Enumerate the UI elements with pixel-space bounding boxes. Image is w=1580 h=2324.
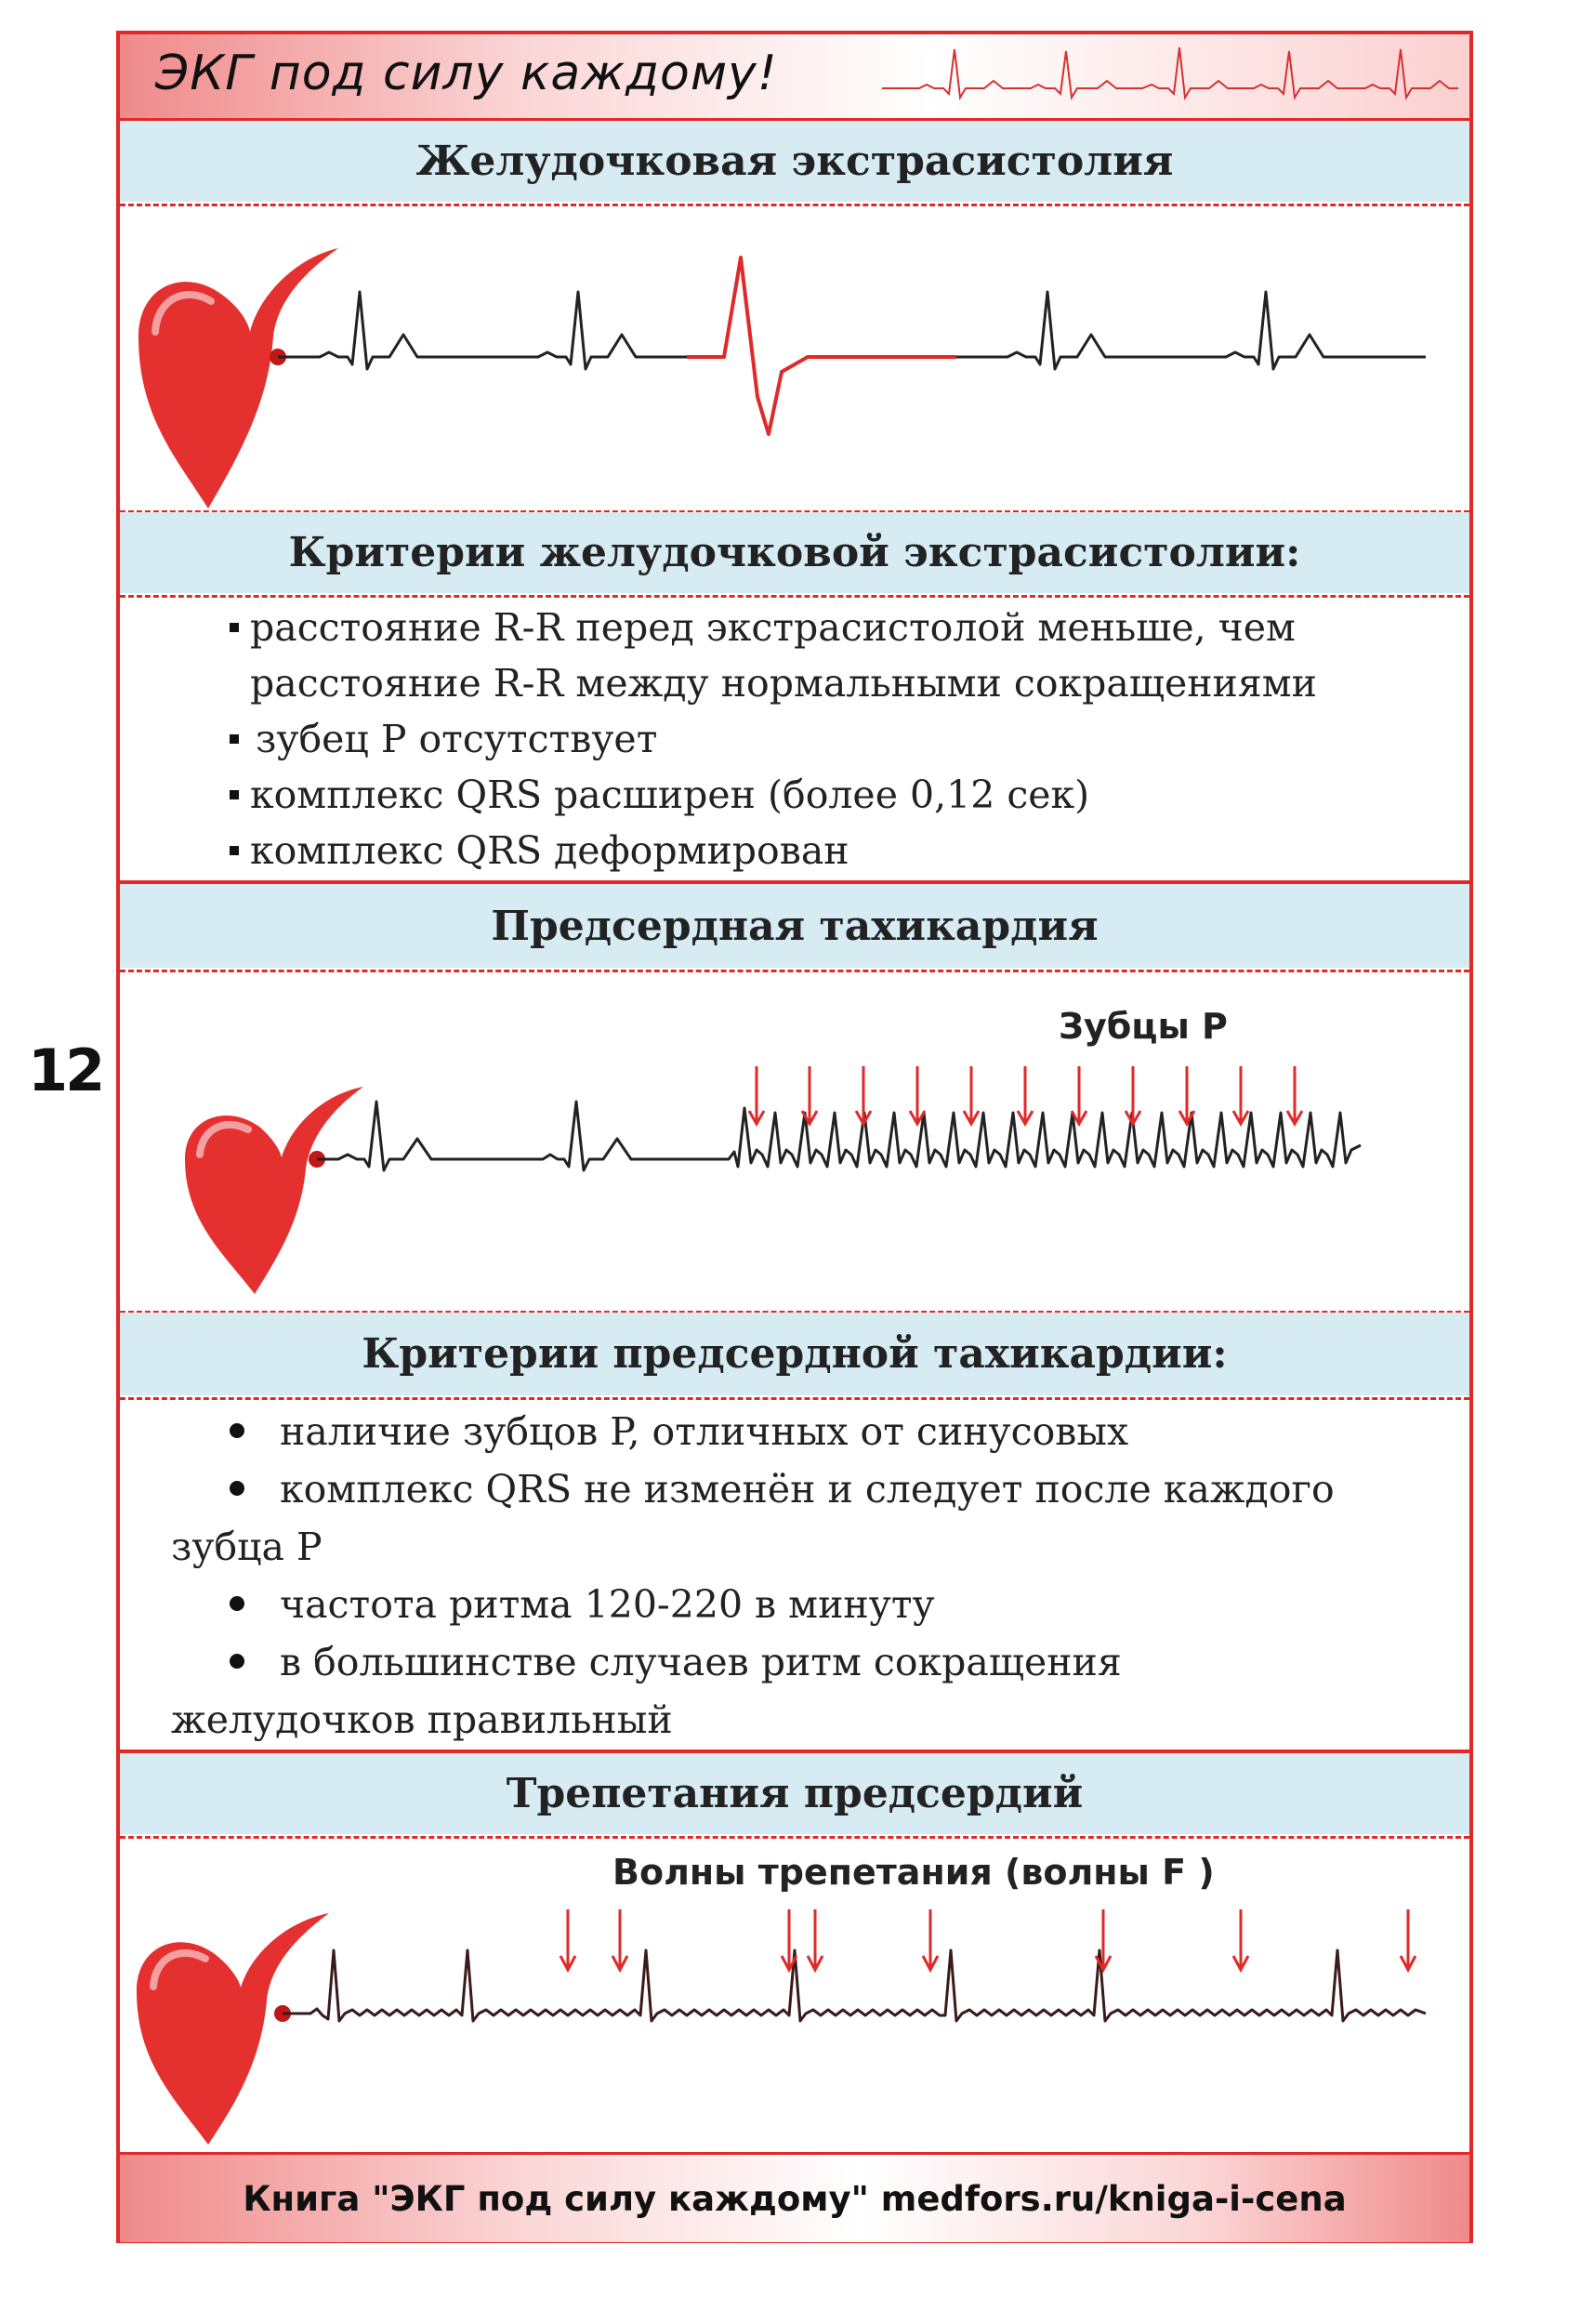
bullet-square-icon bbox=[230, 790, 239, 799]
heart-icon bbox=[138, 248, 338, 508]
bullet-square-icon bbox=[230, 846, 239, 855]
bullet-dot-icon bbox=[230, 1596, 244, 1611]
list-item: комплекс QRS расширен (более 0,12 сек) bbox=[230, 767, 1089, 823]
heart-icon bbox=[137, 1913, 329, 2145]
banner-ecg-decoration bbox=[882, 42, 1458, 111]
brand-title: ЭКГ под силу каждому! bbox=[155, 46, 778, 101]
list-item: частота ритма 120-220 в минуту bbox=[230, 1577, 935, 1632]
footer-text[interactable]: Книга "ЭКГ под силу каждому" medfors.ru/kniga-i-cena bbox=[243, 2178, 1347, 2219]
footer-banner bbox=[120, 2152, 1469, 2242]
heart-icon bbox=[185, 1087, 363, 1294]
section-title-text: Предсердная тахикардия bbox=[491, 902, 1099, 950]
section-title-text: Критерии желудочковой экстрасистолии: bbox=[288, 529, 1301, 576]
section-title-atrial-criteria bbox=[120, 1313, 1469, 1395]
page-number: 12 bbox=[28, 1037, 103, 1104]
ecg-trace-extrasystole bbox=[687, 257, 956, 434]
list-item: желудочков правильный bbox=[171, 1697, 673, 1742]
list-item: в большинстве случаев ритм сокращения bbox=[230, 1634, 1122, 1690]
bullet-dot-icon bbox=[230, 1481, 244, 1496]
divider bbox=[120, 1397, 1469, 1400]
header-banner bbox=[120, 34, 1469, 121]
bullet-square-icon bbox=[230, 623, 239, 632]
section-title-text: Желудочковая экстрасистолия bbox=[415, 138, 1174, 185]
list-item: расстояние R-R между нормальными сокращениями bbox=[250, 661, 1317, 706]
bullet-dot-icon bbox=[230, 1423, 244, 1438]
divider bbox=[120, 1836, 1469, 1839]
flutter-waves-label: Волны трепетания (волны F ) bbox=[612, 1852, 1215, 1893]
divider bbox=[120, 970, 1469, 972]
divider bbox=[120, 204, 1469, 206]
list-item: зубец P отсутствует bbox=[230, 711, 657, 767]
list-item: комплекс QRS не изменён и следует после каждого bbox=[230, 1461, 1335, 1517]
section-title-atrial-flutter bbox=[120, 1753, 1469, 1834]
flutter-wave-arrows bbox=[560, 1909, 1415, 1970]
ecg-trace bbox=[278, 292, 687, 369]
ecg-trace bbox=[317, 1102, 1361, 1170]
ecg-trace bbox=[956, 292, 1426, 369]
ecg-trace bbox=[283, 1950, 1426, 2021]
ventricular-criteria-list bbox=[120, 600, 1469, 878]
section-title-ventricular-extrasystole bbox=[120, 121, 1469, 202]
section-title-text: Трепетания предсердий bbox=[506, 1770, 1084, 1817]
divider bbox=[120, 595, 1469, 598]
list-item: наличие зубцов P, отличных от синусовых bbox=[230, 1404, 1128, 1459]
p-waves-label: Зубцы P bbox=[1059, 1006, 1228, 1047]
ecg-panel-atrial-tachycardia bbox=[120, 1048, 1469, 1303]
bullet-square-icon bbox=[230, 734, 239, 744]
ecg-panel-ventricular-extrasystole bbox=[120, 216, 1469, 508]
ecg-panel-atrial-flutter bbox=[120, 1898, 1469, 2149]
list-item: зубца P bbox=[171, 1525, 323, 1569]
section-title-ventricular-criteria bbox=[120, 512, 1469, 593]
bullet-dot-icon bbox=[230, 1654, 244, 1669]
p-wave-arrows bbox=[749, 1066, 1302, 1124]
section-title-atrial-tachycardia bbox=[120, 884, 1469, 968]
list-item: комплекс QRS деформирован bbox=[230, 823, 849, 878]
atrial-criteria-list bbox=[120, 1404, 1469, 1748]
ecg-card bbox=[116, 31, 1473, 2243]
section-title-text: Критерии предсердной тахикардии: bbox=[362, 1330, 1228, 1378]
list-item: расстояние R-R перед экстрасистолой меньше, чем bbox=[230, 600, 1296, 655]
